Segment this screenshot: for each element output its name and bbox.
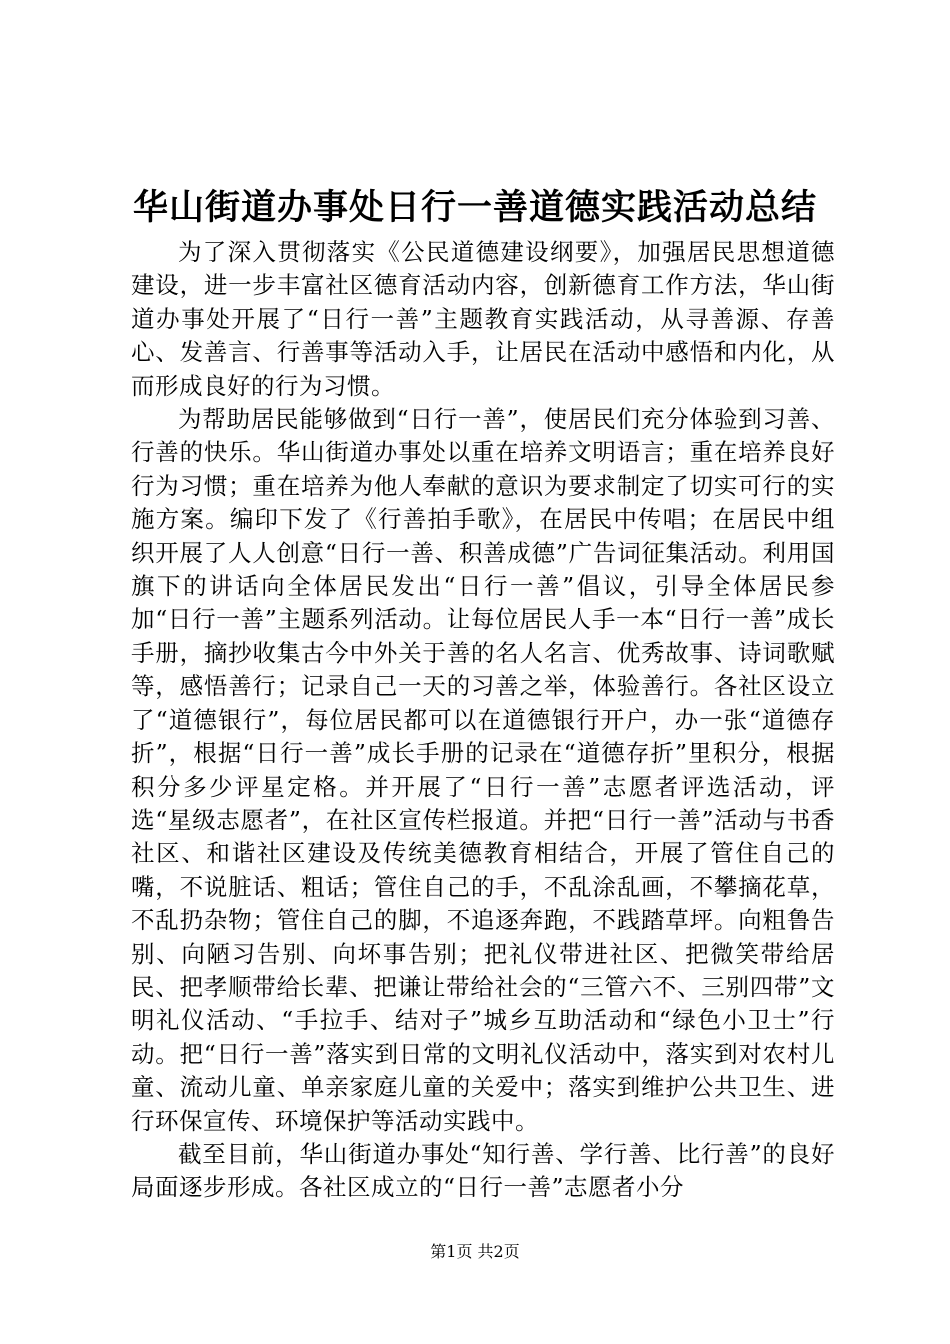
paragraph-3: 截至目前，华山街道办事处“知行善、学行善、比行善”的良好局面逐步形成。各社区成立的“日行一善”志愿者小分 [131, 1139, 835, 1202]
document-body [131, 236, 835, 1205]
paragraph-1: 为了深入贯彻落实《公民道德建设纲要》，加强居民思想道德建设，进一步丰富社区德育活动内容，创新德育工作方法，华山街道办事处开展了“日行一善”主题教育实践活动，从寻善源、存善心、发善言、行善事等活动入手，让居民在活动中感悟和内化，从而形成良好的行为习惯。 [131, 238, 835, 400]
page-number-footer: 第1页 共2页 [430, 1242, 520, 1261]
paragraph-2: 为帮助居民能够做到“日行一善”，使居民们充分体验到习善、行善的快乐。华山街道办事处以重在培养文明语言；重在培养良好行为习惯；重在培养为他人奉献的意识为要求制定了切实可行的实施方案。编印下发了《行善拍手歌》，在居民中传唱；在居民中组织开展了人人创意“日行一善、积善成德”广告词征集活动。利用国旗下的讲话向全体居民发出“日行一善”倡议，引导全体居民参加“日行一善”主题系列活动。让每位居民人手一本“日行一善”成长手册，摘抄收集古今中外关于善的名人名言、优秀故事、诗词歌赋等，感悟善行；记录自己一天的习善之举，体验善行。各社区设立了“道德银行”，每位居民都可以在道德银行开户，办一张“道德存折”，根据“日行一善”成长手册的记录在“道德存折”里积分，根据积分多少评星定格。并开展了“日行一善”志愿者评选活动，评选“星级志愿者”，在社区宣传栏报道。并把“日行一善”活动与书香社区、和谐社区建设及传统美德教育相结合，开展了管住自己的嘴，不说脏话、粗话；管住自己的手，不乱涂乱画，不攀摘花草，不乱扔杂物；管住自己的脚，不追逐奔跑，不践踏草坪。向粗鲁告别、向陋习告别、向坏事告别；把礼仪带进社区、把微笑带给居民、把孝顺带给长辈、把谦让带给社会的“三管六不、三别四带”文明礼仪活动、“手拉手、结对子”城乡互助活动和“绿色小卫士”行动。把“日行一善”落实到日常的文明礼仪活动中，落实到对农村儿童、流动儿童、单亲家庭儿童的关爱中；落实到维护公共卫生、进行环保宣传、环境保护等活动实践中。 [131, 405, 835, 1135]
document-title: 华山街道办事处日行一善道德实践活动总结 [132, 187, 817, 228]
